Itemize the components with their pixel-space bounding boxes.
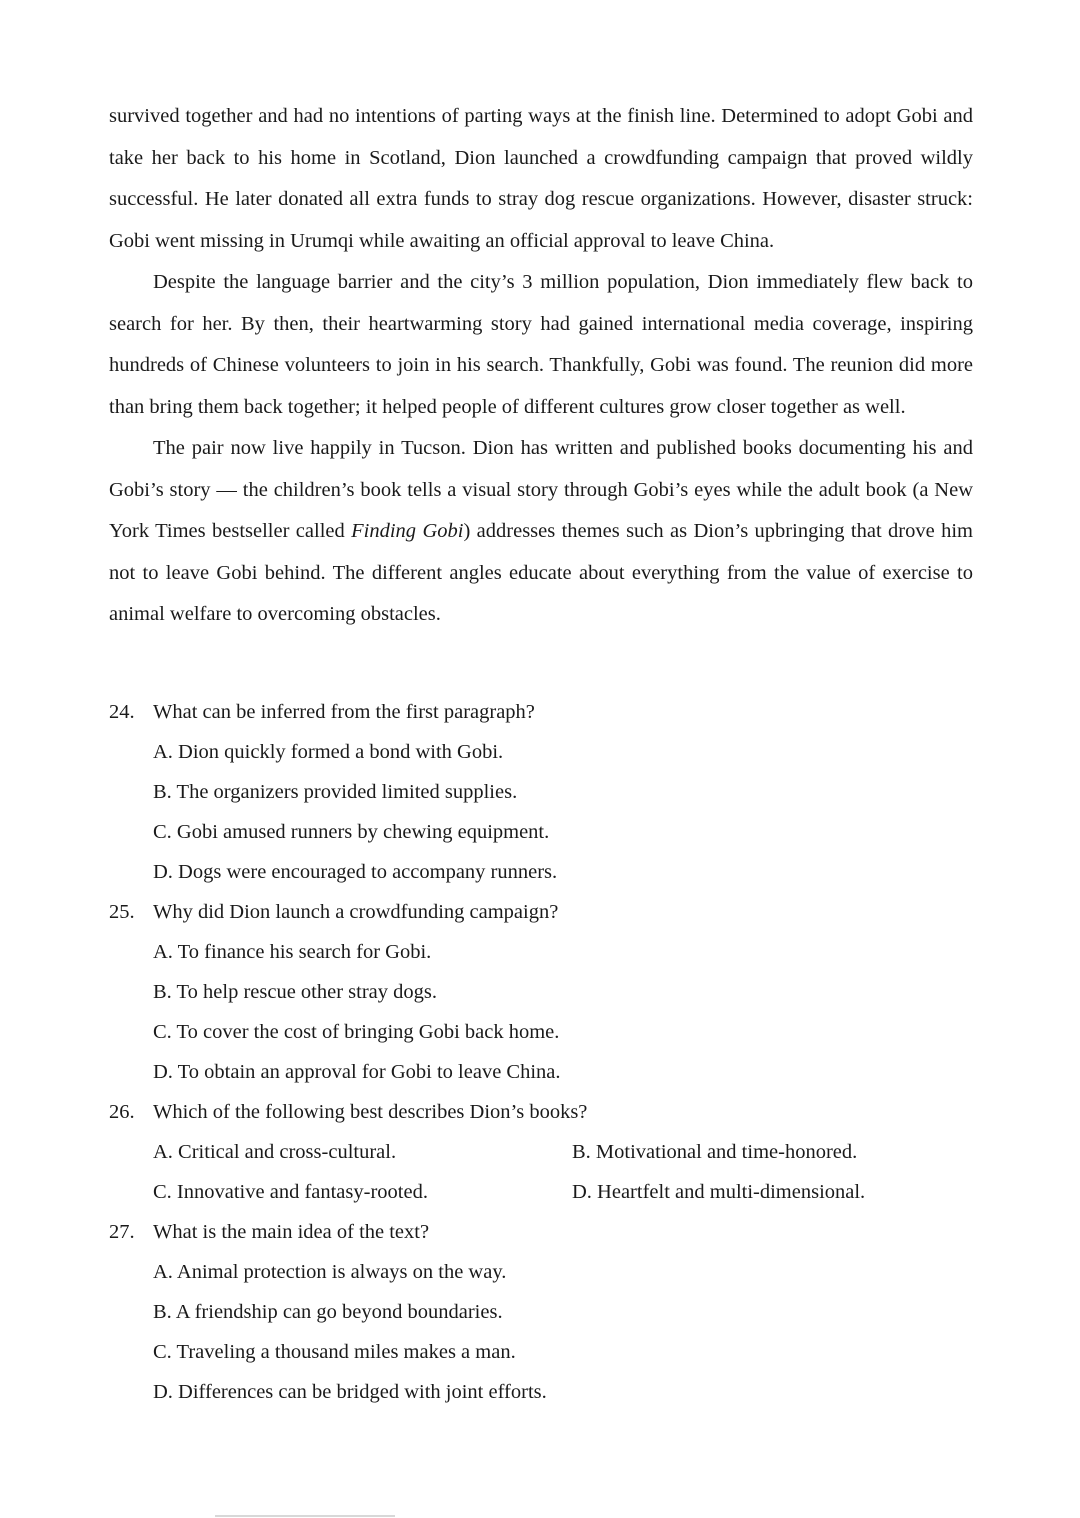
answer-option <box>109 1372 973 1412</box>
option-d: D. Heartfelt and multi-dimensional. <box>572 1181 866 1203</box>
option-b: B. A friendship can go beyond boundaries. <box>153 1301 503 1323</box>
question-number: 27. <box>109 1221 135 1243</box>
option-d: D. Dogs were encouraged to accompany runners. <box>153 861 558 883</box>
answer-option <box>109 972 973 1012</box>
option-a: A. Critical and cross-cultural. <box>153 1141 397 1163</box>
answer-option-row <box>109 1172 973 1212</box>
option-d: D. Differences can be bridged with joint efforts. <box>153 1381 547 1403</box>
question-list <box>109 692 973 1412</box>
question-text: Why did Dion launch a crowdfunding campaign? <box>153 901 559 923</box>
answer-option <box>109 852 973 892</box>
question-number: 26. <box>109 1101 135 1123</box>
paragraph-3-text-end: ) addresses themes such as Dion’s upbringing that drove him not to leave Gobi behind. The different angles educate about everything from the value of exercise to animal welfare to overcoming obstacles. <box>109 520 973 625</box>
answer-option <box>109 932 973 972</box>
option-b: B. Motivational and time-honored. <box>572 1141 858 1163</box>
option-a: A. Dion quickly formed a bond with Gobi. <box>153 741 504 763</box>
answer-option <box>109 1292 973 1332</box>
passage-paragraph-1: survived together and had no intentions of parting ways at the finish line. Determined to adopt Gobi and take her back to his home in Scotland, Dion launched a crowdfunding campaign that proved wildly successful. He later donated all extra funds to stray dog rescue organizations. However, disaster struck: Gobi went missing in Urumqi while awaiting an official approval to leave China. <box>109 105 973 252</box>
question-text: What is the main idea of the text? <box>153 1221 430 1243</box>
book-title: Finding Gobi <box>351 520 464 542</box>
paragraph-3-text-start: The pair now live happily in Tucson. Dion has written and published books documenting his and Gobi’s story — the children’s book tells a visual story through Gobi’s eyes while the adult book (a New York Times bestseller called <box>109 437 973 542</box>
option-c: C. Innovative and fantasy-rooted. <box>153 1181 428 1203</box>
answer-option <box>109 812 973 852</box>
question-26 <box>109 1092 973 1132</box>
answer-option <box>109 1332 973 1372</box>
answer-option <box>109 732 973 772</box>
answer-option <box>109 1252 973 1292</box>
question-27 <box>109 1212 973 1252</box>
scan-artifact-line <box>215 1515 395 1517</box>
option-a: A. To finance his search for Gobi. <box>153 941 432 963</box>
option-d: D. To obtain an approval for Gobi to leave China. <box>153 1061 561 1083</box>
option-c: C. Gobi amused runners by chewing equipment. <box>153 821 550 843</box>
question-text: What can be inferred from the first paragraph? <box>153 701 535 723</box>
passage-paragraph-2: Despite the language barrier and the city’s 3 million population, Dion immediately flew back to search for her. By then, their heartwarming story had gained international media coverage, inspiring hundreds of Chinese volunteers to join in his search. Thankfully, Gobi was found. The reunion did more than bring them back together; it helped people of different cultures grow closer together as well. <box>109 271 973 418</box>
option-b: B. The organizers provided limited supplies. <box>153 781 518 803</box>
option-a: A. Animal protection is always on the way. <box>153 1261 507 1283</box>
question-number: 25. <box>109 901 135 923</box>
question-number: 24. <box>109 701 135 723</box>
option-c: C. To cover the cost of bringing Gobi back home. <box>153 1021 560 1043</box>
passage-paragraph-3 <box>109 428 973 636</box>
answer-option <box>109 1052 973 1092</box>
question-text: Which of the following best describes Dion’s books? <box>153 1101 588 1123</box>
answer-option <box>109 1012 973 1052</box>
question-24 <box>109 692 973 732</box>
option-b: B. To help rescue other stray dogs. <box>153 981 437 1003</box>
question-25 <box>109 892 973 932</box>
answer-option-row <box>109 1132 973 1172</box>
reading-passage <box>109 96 973 636</box>
answer-option <box>109 772 973 812</box>
option-c: C. Traveling a thousand miles makes a man. <box>153 1341 516 1363</box>
